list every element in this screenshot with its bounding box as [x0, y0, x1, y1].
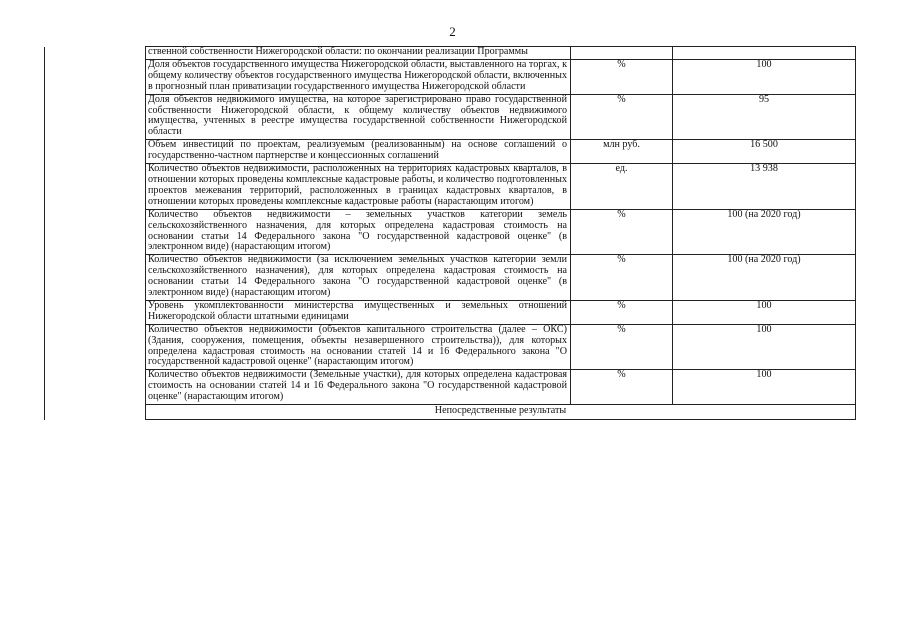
blank-cell	[45, 164, 146, 210]
indicator-unit: ед.	[571, 164, 673, 210]
blank-cell	[45, 324, 146, 370]
table-row	[45, 255, 856, 301]
indicator-value: 13 938	[673, 164, 856, 210]
indicator-value: 95	[673, 94, 856, 140]
indicator-description: Количество объектов недвижимости (объектов капитального строительства (далее – ОКС) (Здания, сооружения, помещения, объекты незавершенного строительства)), для которых определена кадастровая стоимость на основании статей 14 и 16 Федерального закона "О государственной кадастровой оценке" (нарастающим итогом)	[146, 324, 571, 370]
indicator-unit: %	[571, 300, 673, 324]
indicator-value: 100	[673, 324, 856, 370]
indicator-unit: млн руб.	[571, 140, 673, 164]
table-row	[45, 370, 856, 405]
indicator-description: Количество объектов недвижимости (за исключением земельных участков категории земли сельскохозяйственного назначения), для которых определена кадастровая стоимость на основании статьи 14 Федерального закона "О государственной кадастровой оценке" (в электронном виде) (нарастающим итогом)	[146, 255, 571, 301]
indicator-value: 100	[673, 370, 856, 405]
blank-cell	[45, 59, 146, 94]
indicator-description: Доля объектов государственного имущества Нижегородской области, выставленного на торгах, к общему количеству объектов государственного имущества Нижегородской области, включенных в прогнозный план приватизации государственного имущества Нижегородской области	[146, 59, 571, 94]
table-row	[45, 324, 856, 370]
indicator-unit: %	[571, 59, 673, 94]
indicator-description: Количество объектов недвижимости (Земельные участки), для которых определена кадастровая стоимость на основании статей 14 и 16 Федерального закона "О государственной кадастровой оценке" (нарастающим итогом)	[146, 370, 571, 405]
indicator-value: 100	[673, 300, 856, 324]
indicator-description: ственной собственности Нижегородской области: по окончании реализации Программы	[146, 47, 571, 60]
indicator-unit: %	[571, 94, 673, 140]
indicator-value: 100 (на 2020 год)	[673, 255, 856, 301]
blank-cell	[45, 300, 146, 324]
table-row	[45, 94, 856, 140]
indicator-value: 16 500	[673, 140, 856, 164]
blank-cell	[45, 255, 146, 301]
blank-cell	[45, 370, 146, 405]
indicators-table	[44, 46, 856, 420]
blank-cell	[45, 94, 146, 140]
indicator-unit	[571, 47, 673, 60]
blank-cell	[45, 47, 146, 60]
indicator-description: Количество объектов недвижимости, расположенных на территориях кадастровых кварталов, в отношении которых проведены комплексные кадастровые работы, и количество подготовленных проектов межевания территорий, расположенных в границах кадастровых кварталов, в отношении которых проведены комплексные кадастровые работы (нарастающим итогом)	[146, 164, 571, 210]
indicator-unit: %	[571, 324, 673, 370]
page-number: 2	[449, 24, 456, 39]
table-row	[45, 47, 856, 60]
section-header: Непосредственные результаты	[146, 405, 856, 420]
table-row	[45, 209, 856, 255]
blank-cell	[45, 405, 146, 420]
blank-cell	[45, 140, 146, 164]
indicator-description: Доля объектов недвижимого имущества, на которое зарегистрировано право государственной собственности Нижегородской области, к общему количеству объектов недвижимого имущества, учтенных в реестре имущества государственной собственности Нижегородской области	[146, 94, 571, 140]
indicator-unit: %	[571, 255, 673, 301]
indicator-value: 100	[673, 59, 856, 94]
blank-cell	[45, 209, 146, 255]
section-header-row	[45, 405, 856, 420]
table-row	[45, 164, 856, 210]
indicator-description: Количество объектов недвижимости – земельных участков категории земель сельскохозяйственного назначения, для которых определена кадастровая стоимость на основании статьи 14 Федерального закона "О государственной кадастровой оценке" (в электронном виде) (нарастающим итогом)	[146, 209, 571, 255]
indicator-value: 100 (на 2020 год)	[673, 209, 856, 255]
table-row	[45, 59, 856, 94]
indicator-description: Объем инвестиций по проектам, реализуемым (реализованным) на основе соглашений о государственно-частном партнерстве и концессионных соглашений	[146, 140, 571, 164]
table-row	[45, 140, 856, 164]
indicator-unit: %	[571, 209, 673, 255]
table-row	[45, 300, 856, 324]
indicator-unit: %	[571, 370, 673, 405]
indicator-value	[673, 47, 856, 60]
indicator-description: Уровень укомплектованности министерства имущественных и земельных отношений Нижегородской области штатными единицами	[146, 300, 571, 324]
